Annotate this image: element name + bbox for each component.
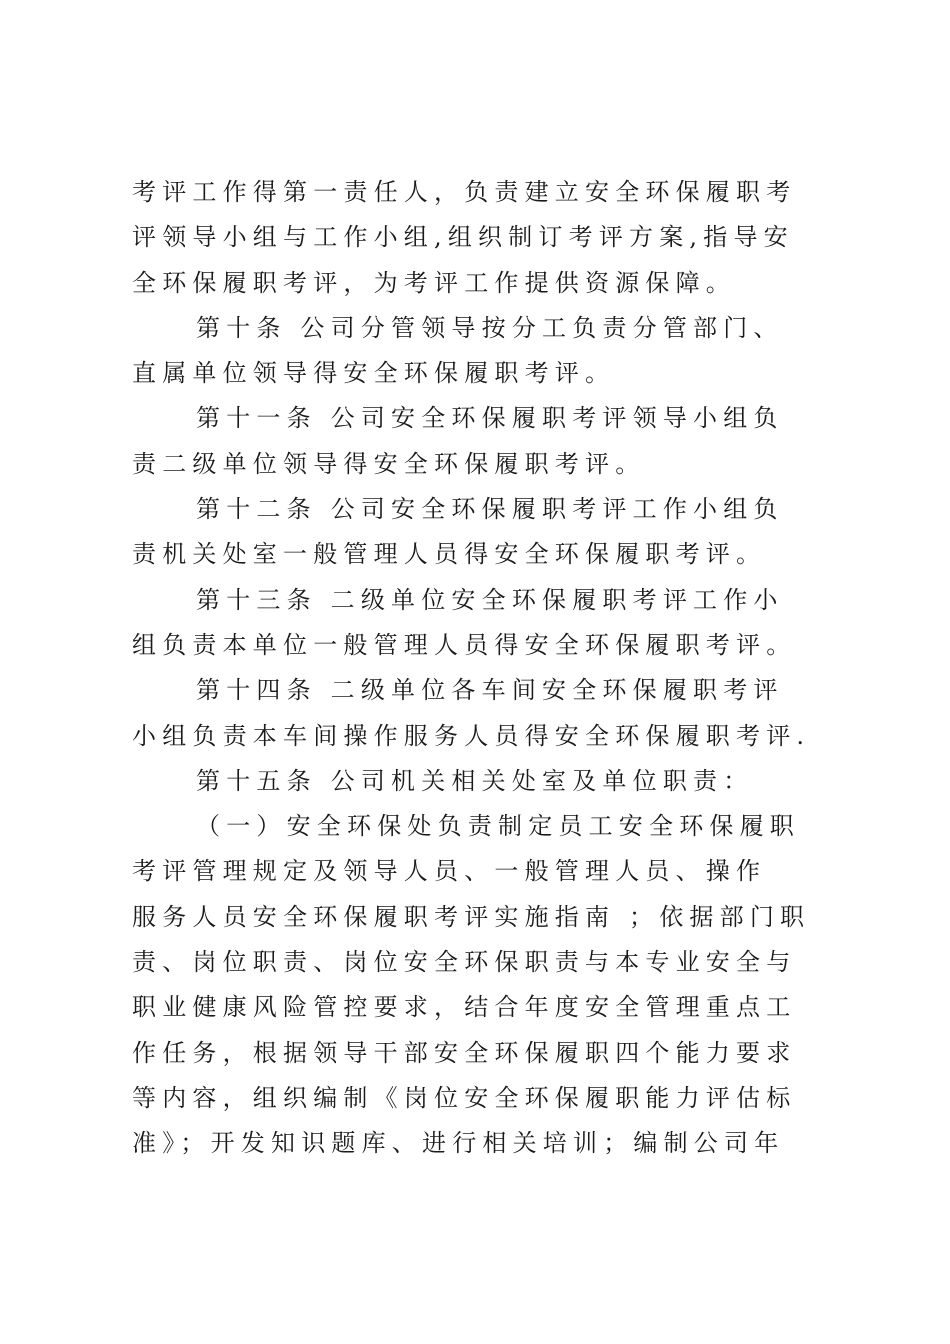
- text-line: 考评管理规定及领导人员、一般管理人员、操作: [132, 857, 767, 886]
- text-line: 责二级单位领导得安全环保履职考评。: [132, 449, 646, 478]
- text-line: 考评工作得第一责任人，负责建立安全环保履职考: [132, 178, 797, 206]
- document-body: [132, 170, 832, 1167]
- text-line: 责机关处室一般管理人员得安全环保履职考评。: [132, 540, 767, 569]
- text-line: 评领导小组与工作小组,组织制订考评方案,指导安: [132, 223, 794, 252]
- text-line: 作任务，根据领导干部安全环保履职四个能力要求: [132, 1038, 797, 1067]
- text-line: 第十二条 公司安全环保履职考评工作小组负: [196, 495, 784, 524]
- text-line: 第十一条 公司安全环保履职考评领导小组负: [196, 404, 784, 433]
- text-line: 组负责本单位一般管理人员得安全环保履职考评。: [132, 630, 797, 659]
- text-line: 小组负责本车间操作服务人员得安全环保履职考评.: [132, 721, 811, 750]
- text-line: 责、岗位职责、岗位安全环保职责与本专业安全与: [132, 948, 797, 977]
- text-line: 职业健康风险管控要求，结合年度安全管理重点工: [132, 993, 797, 1022]
- text-line: 直属单位领导得安全环保履职考评。: [132, 359, 616, 388]
- text-line: 第十三条 二级单位安全环保履职考评工作小: [196, 585, 784, 614]
- text-line: 等内容，组织编制《岗位安全环保履职能力评估标: [132, 1083, 797, 1112]
- text-line: 全环保履职考评，为考评工作提供资源保障。: [132, 268, 736, 297]
- text-line: 第十五条 公司机关相关处室及单位职责：: [196, 766, 754, 795]
- text-line: 服务人员安全环保履职考评实施指南 ；依据部门职: [132, 902, 811, 931]
- text-line: （一）安全环保处负责制定员工安全环保履职: [196, 812, 800, 841]
- text-line: 第十条 公司分管领导按分工负责分管部门、: [196, 313, 784, 342]
- text-line: 准》；开发知识题库、进行相关培训；编制公司年: [132, 1129, 785, 1158]
- text-line: 第十四条 二级单位各车间安全环保履职考评: [196, 676, 784, 705]
